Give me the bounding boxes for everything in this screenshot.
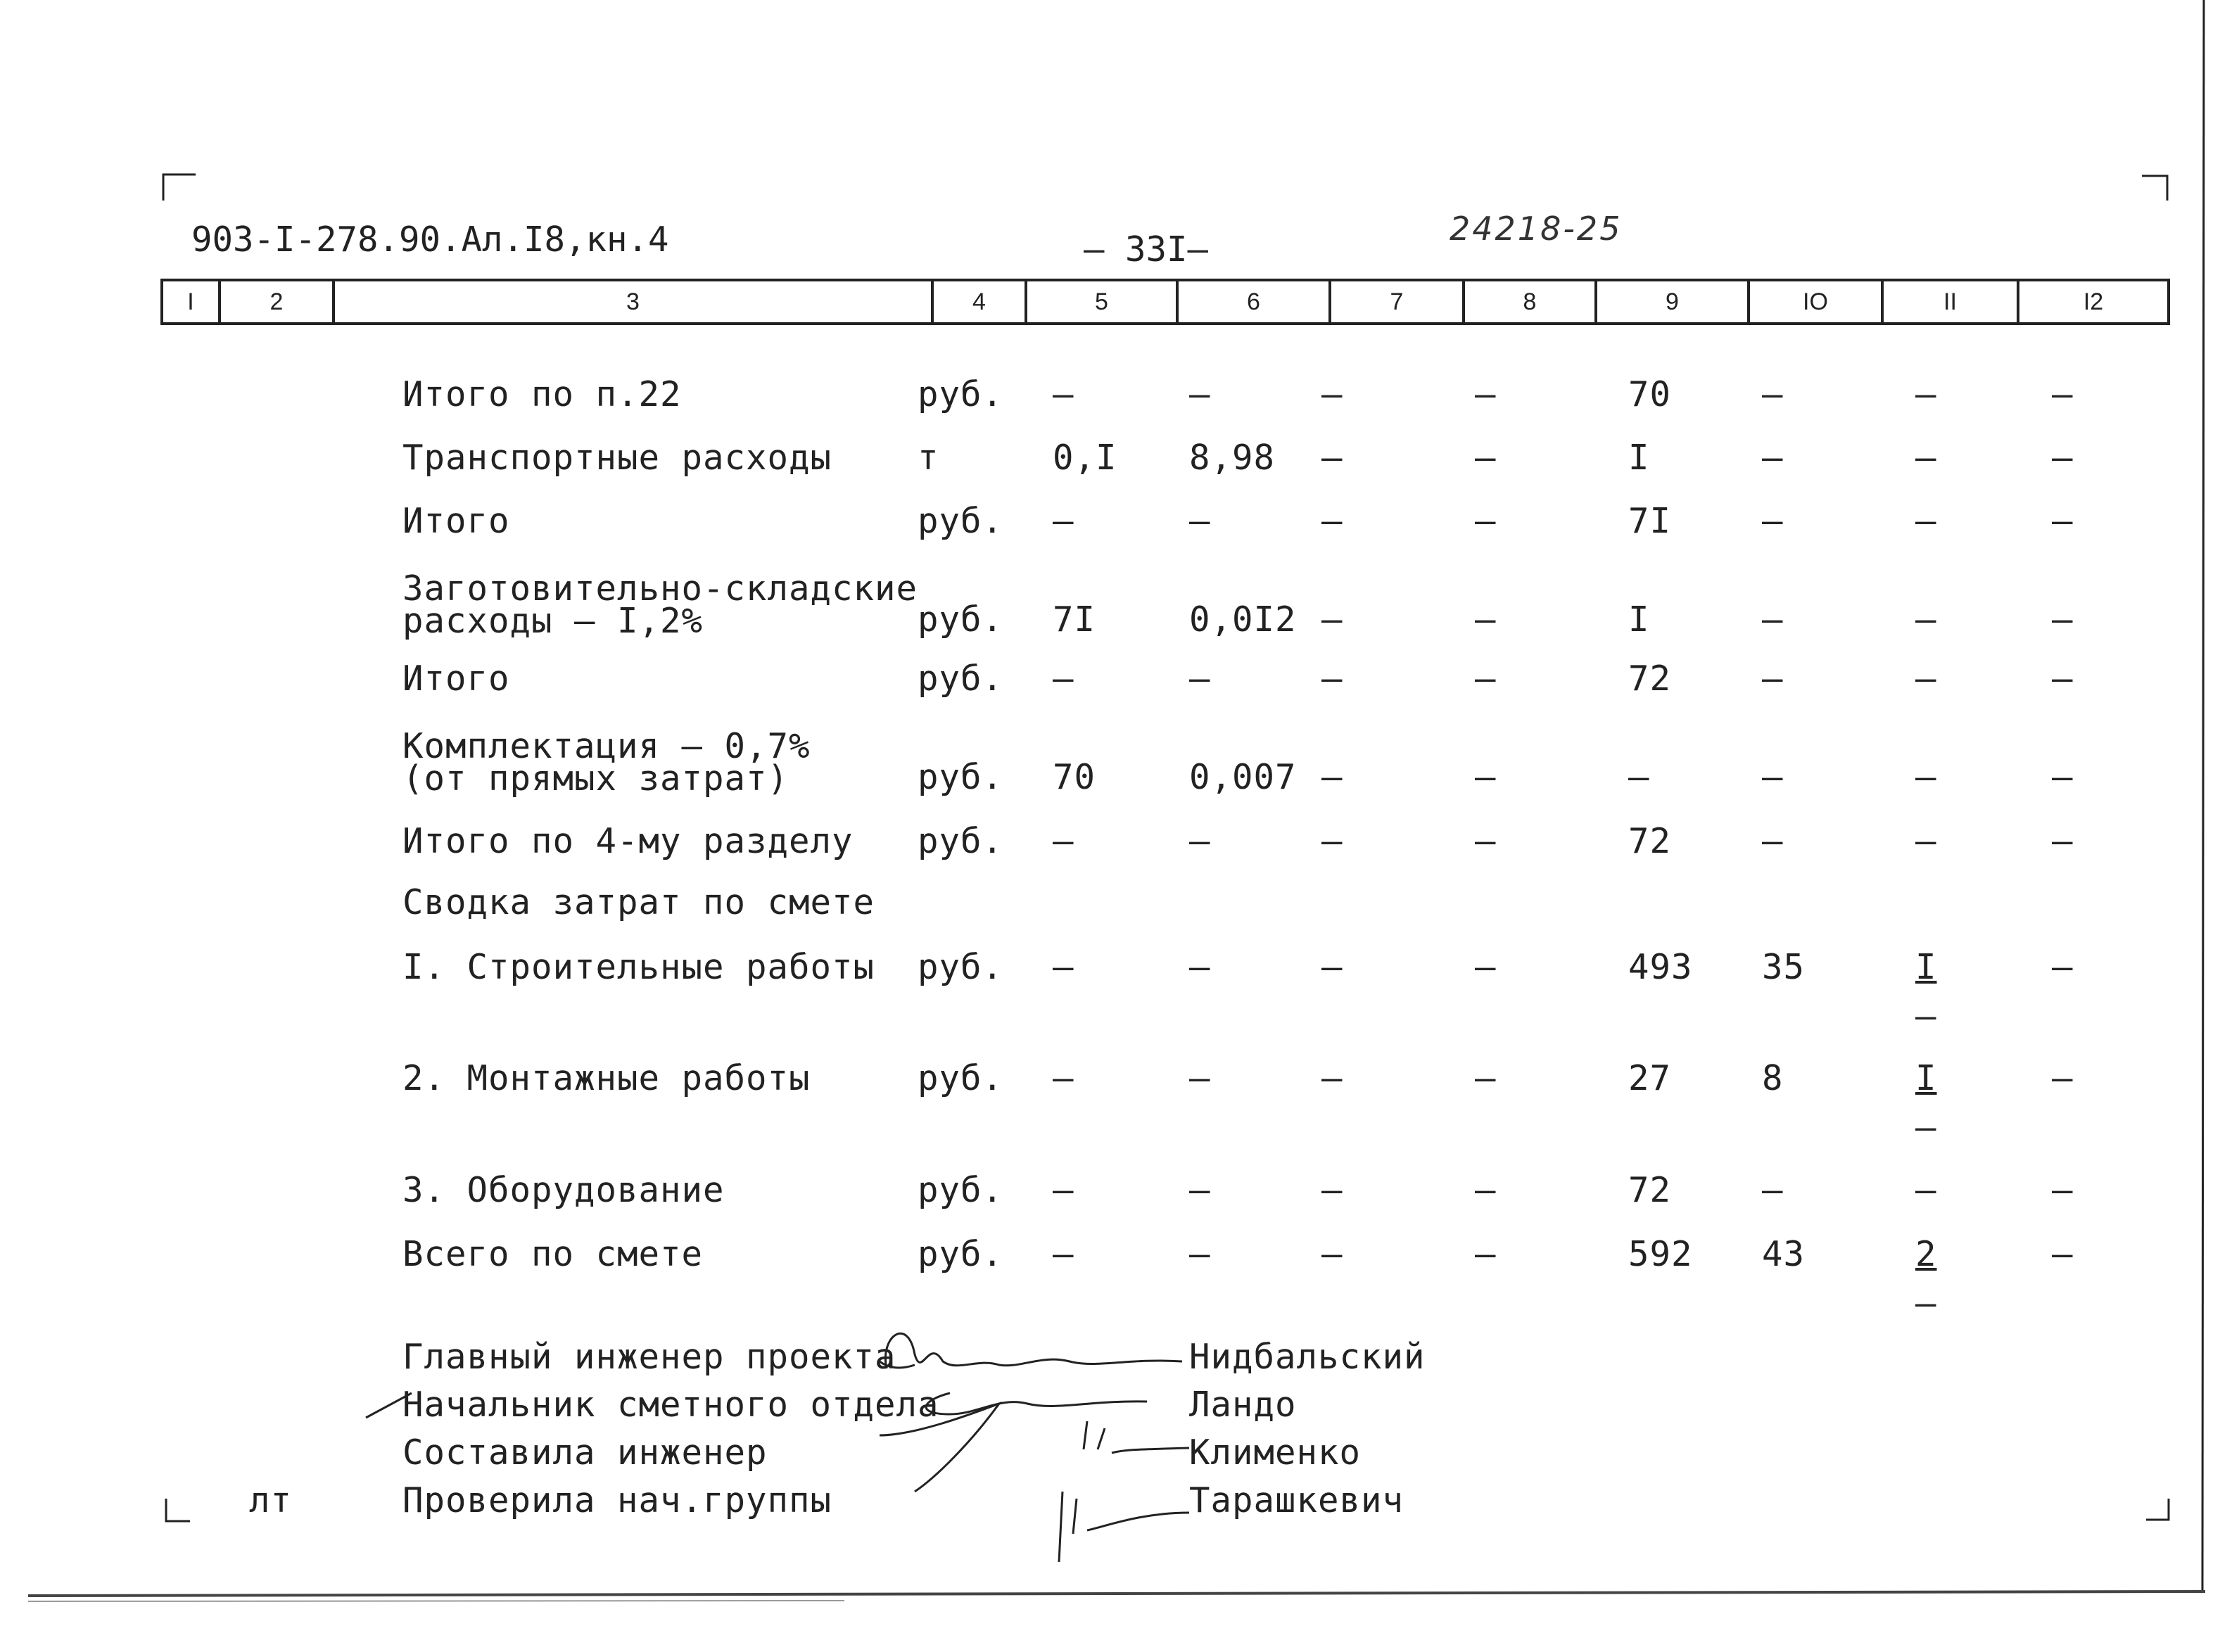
cell-c9: 27 bbox=[1628, 1058, 1672, 1098]
cell-c12: – bbox=[2052, 1234, 2074, 1274]
document-code: 903-I-278.90.Ал.I8,кн.4 bbox=[191, 220, 669, 260]
cell-unit: руб. bbox=[918, 659, 1004, 699]
cell-c7: – bbox=[1321, 1170, 1343, 1210]
cell-c5: 0,I bbox=[1053, 438, 1117, 478]
cell-unit: руб. bbox=[918, 1234, 1004, 1274]
cell-c8: – bbox=[1475, 659, 1497, 699]
cell-c7: – bbox=[1321, 599, 1343, 640]
row-label: Сводка затрат по смете bbox=[402, 882, 875, 922]
cell-c11: – bbox=[1915, 1170, 1937, 1210]
cell-unit: руб. bbox=[918, 374, 1004, 414]
cell-c9: – bbox=[1628, 757, 1650, 797]
cell-c6: – bbox=[1189, 821, 1211, 861]
cell-c10: 35 bbox=[1762, 947, 1806, 987]
cell-c9: 7I bbox=[1628, 501, 1672, 541]
cell-c12: – bbox=[2052, 501, 2074, 541]
row-label: Итого по п.22 bbox=[402, 374, 682, 414]
cell-c6: – bbox=[1189, 947, 1211, 987]
cell-c11: I bbox=[1915, 1058, 1937, 1098]
cell-c9: 70 bbox=[1628, 374, 1672, 414]
col-header-11: II bbox=[1943, 288, 1957, 315]
row-label: Транспортные расходы bbox=[402, 438, 832, 478]
cell-c12: – bbox=[2052, 438, 2074, 478]
cell-c5: 7I bbox=[1053, 599, 1096, 640]
cell-c12: – bbox=[2052, 821, 2074, 861]
cell-c9: 592 bbox=[1628, 1234, 1693, 1274]
cell-c6: – bbox=[1189, 1170, 1211, 1210]
cell-unit: руб. bbox=[918, 1170, 1004, 1210]
cell-c12: – bbox=[2052, 947, 2074, 987]
cell-c6: – bbox=[1189, 659, 1211, 699]
cell-c7: – bbox=[1321, 1058, 1343, 1098]
cell-c11-denominator: – bbox=[1915, 1283, 1937, 1323]
col-header-4: 4 bbox=[972, 288, 986, 315]
cell-c6: 0,007 bbox=[1189, 757, 1297, 797]
cell-c10: 43 bbox=[1762, 1234, 1806, 1274]
cell-c5: – bbox=[1053, 821, 1074, 861]
cell-c10: 8 bbox=[1762, 1058, 1784, 1098]
cell-unit: руб. bbox=[918, 1058, 1004, 1098]
cell-c10: – bbox=[1762, 374, 1784, 414]
cell-c10: – bbox=[1762, 599, 1784, 640]
signature-role: Начальник сметного отдела bbox=[402, 1385, 939, 1425]
cell-c5: – bbox=[1053, 1170, 1074, 1210]
row-label: Комплектация – 0,7% bbox=[402, 726, 811, 766]
cell-c6: – bbox=[1189, 374, 1211, 414]
col-header-5: 5 bbox=[1095, 288, 1108, 315]
cell-c10: – bbox=[1762, 1170, 1784, 1210]
col-header-7: 7 bbox=[1390, 288, 1404, 315]
cell-c5: – bbox=[1053, 501, 1074, 541]
cell-c11: – bbox=[1915, 438, 1937, 478]
cell-c9: 493 bbox=[1628, 947, 1693, 987]
cell-c6: – bbox=[1189, 501, 1211, 541]
cell-c8: – bbox=[1475, 1234, 1497, 1274]
signature-name: Тарашкевич bbox=[1189, 1480, 1404, 1520]
cell-c7: – bbox=[1321, 1234, 1343, 1274]
cell-c6: 8,98 bbox=[1189, 438, 1276, 478]
cell-c8: – bbox=[1475, 438, 1497, 478]
row-label: Всего по смете bbox=[402, 1234, 704, 1274]
cell-c6: – bbox=[1189, 1234, 1211, 1274]
cell-c12: – bbox=[2052, 659, 2074, 699]
cell-c12: – bbox=[2052, 1058, 2074, 1098]
cell-c12: – bbox=[2052, 599, 2074, 640]
row-label: Итого по 4-му разделу bbox=[402, 821, 854, 861]
signature-name: Нидбальский bbox=[1189, 1337, 1426, 1377]
cell-c11: – bbox=[1915, 501, 1937, 541]
cell-c10: – bbox=[1762, 501, 1784, 541]
cell-c12: – bbox=[2052, 374, 2074, 414]
cell-c11: – bbox=[1915, 599, 1937, 640]
cell-c7: – bbox=[1321, 501, 1343, 541]
signature-role: Составила инженер bbox=[402, 1432, 768, 1473]
cell-c7: – bbox=[1321, 659, 1343, 699]
cell-c11-denominator: – bbox=[1915, 996, 1937, 1036]
row-label: Итого bbox=[402, 659, 510, 699]
cell-c11: – bbox=[1915, 757, 1937, 797]
col-header-12: I2 bbox=[2083, 288, 2104, 315]
cell-c5: – bbox=[1053, 374, 1074, 414]
margin-mark: лт bbox=[249, 1480, 293, 1520]
row-label: 2. Монтажные работы bbox=[402, 1058, 811, 1098]
cell-c7: – bbox=[1321, 821, 1343, 861]
cell-unit: руб. bbox=[918, 757, 1004, 797]
page-number: — 33I— bbox=[1084, 229, 1209, 269]
cell-unit: руб. bbox=[918, 599, 1004, 640]
cell-c5: 70 bbox=[1053, 757, 1096, 797]
cell-unit: руб. bbox=[918, 501, 1004, 541]
col-header-8: 8 bbox=[1523, 288, 1537, 315]
row-label-cont: расходы – I,2% bbox=[402, 601, 704, 641]
cell-c11: – bbox=[1915, 659, 1937, 699]
row-label-cont: (от прямых затрат) bbox=[402, 758, 789, 799]
cell-unit: т bbox=[918, 438, 939, 478]
cell-c8: – bbox=[1475, 757, 1497, 797]
cell-c6: – bbox=[1189, 1058, 1211, 1098]
cell-c8: – bbox=[1475, 599, 1497, 640]
col-header-6: 6 bbox=[1247, 288, 1260, 315]
cell-c11: – bbox=[1915, 374, 1937, 414]
cell-c10: – bbox=[1762, 438, 1784, 478]
row-label: Заготовительно-складские bbox=[402, 568, 918, 609]
signature-role: Проверила нач.группы bbox=[402, 1480, 832, 1520]
cell-c11: – bbox=[1915, 821, 1937, 861]
cell-c8: – bbox=[1475, 501, 1497, 541]
row-label: I. Строительные работы bbox=[402, 947, 875, 987]
cell-unit: руб. bbox=[918, 821, 1004, 861]
cell-c8: – bbox=[1475, 1058, 1497, 1098]
signature-name: Клименко bbox=[1189, 1432, 1362, 1473]
cell-c12: – bbox=[2052, 1170, 2074, 1210]
row-label: 3. Оборудование bbox=[402, 1170, 725, 1210]
cell-c5: – bbox=[1053, 947, 1074, 987]
cell-c5: – bbox=[1053, 659, 1074, 699]
cell-c9: 72 bbox=[1628, 821, 1672, 861]
cell-c10: – bbox=[1762, 757, 1784, 797]
cell-c7: – bbox=[1321, 757, 1343, 797]
cell-c7: – bbox=[1321, 438, 1343, 478]
signature-role: Главный инженер проекта bbox=[402, 1337, 896, 1377]
col-header-9: 9 bbox=[1666, 288, 1679, 315]
cell-c7: – bbox=[1321, 374, 1343, 414]
cell-c11-denominator: – bbox=[1915, 1107, 1937, 1148]
col-header-1: I bbox=[187, 288, 194, 315]
cell-c9: 72 bbox=[1628, 1170, 1672, 1210]
cell-c11: I bbox=[1915, 947, 1937, 987]
col-header-3: 3 bbox=[626, 288, 640, 315]
cell-c12: – bbox=[2052, 757, 2074, 797]
signature-name: Ландо bbox=[1189, 1385, 1297, 1425]
row-label: Итого bbox=[402, 501, 510, 541]
cell-c9: 72 bbox=[1628, 659, 1672, 699]
cell-c10: – bbox=[1762, 821, 1784, 861]
cell-c9: I bbox=[1628, 438, 1650, 478]
cell-c11: 2 bbox=[1915, 1234, 1937, 1274]
cell-c8: – bbox=[1475, 821, 1497, 861]
archive-number: 24218-25 bbox=[1450, 210, 1623, 248]
col-header-10: IO bbox=[1803, 288, 1828, 315]
cell-c7: – bbox=[1321, 947, 1343, 987]
cell-c5: – bbox=[1053, 1234, 1074, 1274]
cell-c9: I bbox=[1628, 599, 1650, 640]
cell-c10: – bbox=[1762, 659, 1784, 699]
cell-c5: – bbox=[1053, 1058, 1074, 1098]
cell-c8: – bbox=[1475, 947, 1497, 987]
cell-c6: 0,0I2 bbox=[1189, 599, 1297, 640]
cell-unit: руб. bbox=[918, 947, 1004, 987]
col-header-2: 2 bbox=[269, 288, 284, 315]
cell-c8: – bbox=[1475, 374, 1497, 414]
cell-c8: – bbox=[1475, 1170, 1497, 1210]
